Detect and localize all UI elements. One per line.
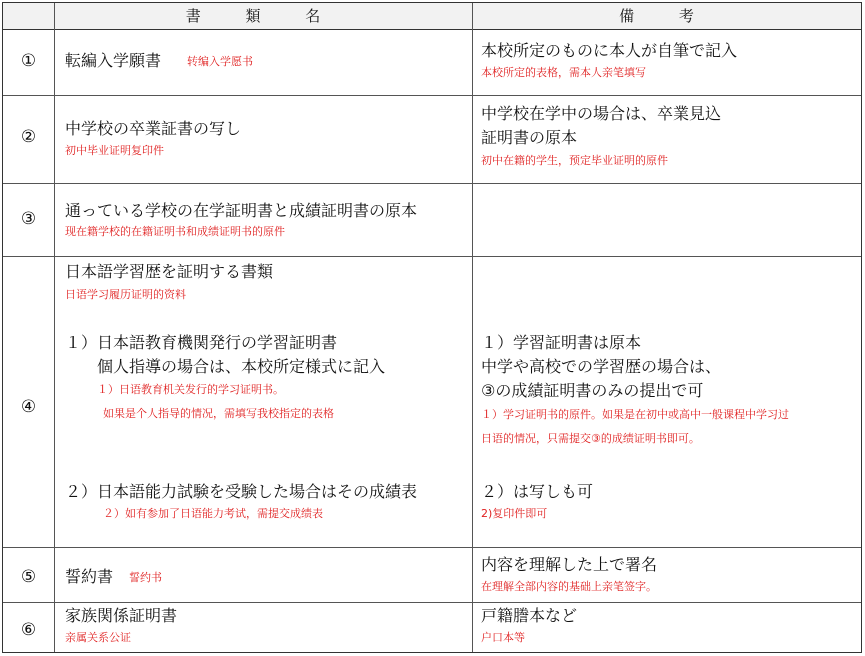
header-divider [3,29,861,30]
document-title: 中学校の卒業証書の写し [65,119,242,138]
remark-translation: 初中在籍的学生，预定毕业证明的原件 [481,154,668,167]
header-number [3,3,54,29]
remark-translation: 户口本等 [481,631,525,644]
remark-text-line1: 中学校在学中の場合は、卒業見込 [481,104,722,123]
remark-1-line3: ③の成績証明書のみの提出で可 [481,381,704,400]
row-divider [3,256,861,257]
document-title: 誓約書 [65,567,114,586]
sub-item-1-line1: １）日本語教育機関発行の学習証明書 [65,333,338,352]
document-translation: 誓约书 [129,571,162,584]
row-number: ① [20,51,37,71]
sub-item-2-translation: ２）如有参加了日语能力考试，需提交成绩表 [103,507,323,520]
row-number: ⑤ [20,567,37,587]
remark-1-line1: １）学習証明書は原本 [481,333,642,352]
sub-item-2-line1: ２）日本語能力試験を受験した場合はその成績表 [65,482,418,501]
remark-text: 内容を理解した上で署名 [481,555,658,574]
document-title: 転編入学願書 [65,51,162,70]
row-divider [3,95,861,96]
row-divider [3,547,861,548]
row-divider [3,602,861,603]
document-translation: 转编入学愿书 [187,55,253,68]
document-translation: 亲属关系公证 [65,631,131,644]
remark-text: 本校所定のものに本人が自筆で記入 [481,41,738,60]
remark-1-translation-line1: １）学习证明书的原件。如果是在初中或高中一般课程中学习过 [481,408,789,421]
document-requirements-table [2,2,862,653]
sub-item-1-line2: 個人指導の場合は、本校所定様式に記入 [97,357,386,376]
remark-text-line2: 証明書の原本 [481,128,578,147]
sub-item-1-translation-line2: 如果是个人指导的情况，需填写我校指定的表格 [103,407,334,420]
document-title: 日本語学習歴を証明する書類 [65,262,274,281]
row-number: ④ [20,397,37,417]
document-translation: 初中毕业证明复印件 [65,144,164,157]
sub-item-1-translation-line1: １）日语教育机关发行的学习证明书。 [97,383,284,396]
remark-translation: 在理解全部内容的基础上亲笔签字。 [481,580,657,593]
row-number: ③ [20,209,37,229]
row-number: ⑥ [20,620,37,640]
document-title: 通っている学校の在学証明書と成績証明書の原本 [65,201,418,220]
document-translation: 现在籍学校的在籍证明书和成绩证明书的原件 [65,225,285,238]
column-divider [54,3,55,652]
remark-2-line1: ２）は写しも可 [481,482,594,501]
document-title: 家族関係証明書 [65,606,178,625]
column-divider [472,3,473,652]
remark-2-translation: 2)复印件即可 [481,507,548,520]
remark-1-translation-line2: 日语的情况，只需提交③的成绩证明书即可。 [481,432,700,445]
header-remarks: 備 考 [472,3,861,29]
header-document-name: 書 類 名 [54,3,472,29]
remark-text: 戸籍謄本など [481,606,578,625]
document-translation: 日语学习履历证明的资料 [65,288,186,301]
row-divider [3,183,861,184]
row-number: ② [20,127,37,147]
remark-1-line2: 中学や高校での学習歴の場合は、 [481,357,722,376]
remark-translation: 本校所定的表格，需本人亲笔填写 [481,66,646,79]
